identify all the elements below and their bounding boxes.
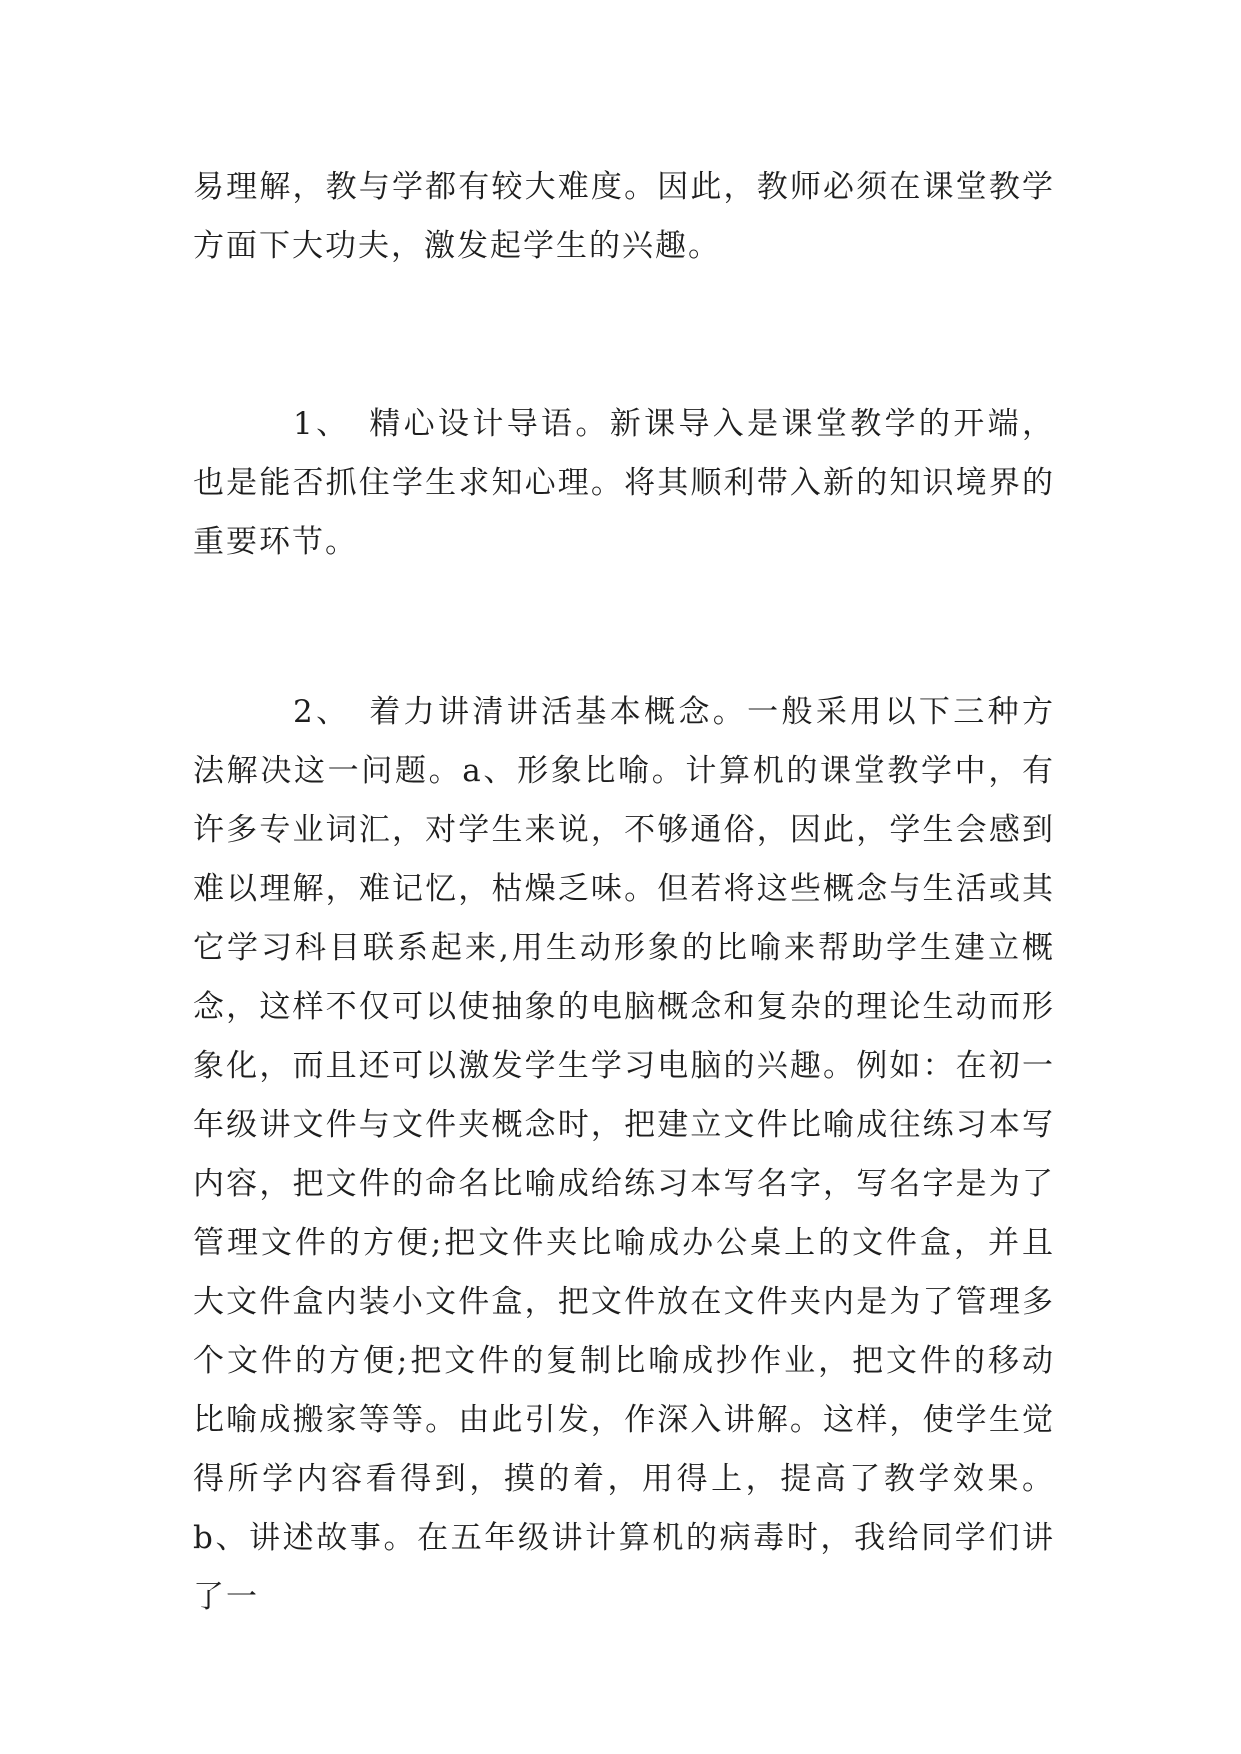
paragraph-item-1: 1、 精心设计导语。新课导入是课堂教学的开端，也是能否抓住学生求知心理。将其顺利带入新的知识境界的重要环节。 xyxy=(193,406,1055,560)
paragraph-continuation: 易理解，教与学都有较大难度。因此，教师必须在课堂教学方面下大功夫，激发起学生的兴趣。 xyxy=(193,169,1055,264)
paragraph-item-2: 2、 着力讲清讲活基本概念。一般采用以下三种方法解决这一问题。a、形象比喻。计算机的课堂教学中，有许多专业词汇，对学生来说，不够通俗，因此，学生会感到难以理解，难记忆，枯燥乏味。但若将这些概念与生活或其它学习科目联系起来,用生动形象的比喻来帮助学生建立概念，这样不仅可以使抽象的电脑概念和复杂的理论生动而形象化，而且还可以激发学生学习电脑的兴趣。例如：在初一年级讲文件与文件夹概念时，把建立文件比喻成往练习本写内容，把文件的命名比喻成给练习本写名字，写名字是为了管理文件的方便;把文件夹比喻成办公桌上的文件盒，并且大文件盒内装小文件盒，把文件放在文件夹内是为了管理多个文件的方便;把文件的复制比喻成抄作业，把文件的移动比喻成搬家等等。由此引发，作深入讲解。这样，使学生觉得所学内容看得到，摸的着，用得上，提高了教学效果。b、讲述故事。在五年级讲计算机的病毒时，我给同学们讲了一 xyxy=(193,694,1055,1615)
